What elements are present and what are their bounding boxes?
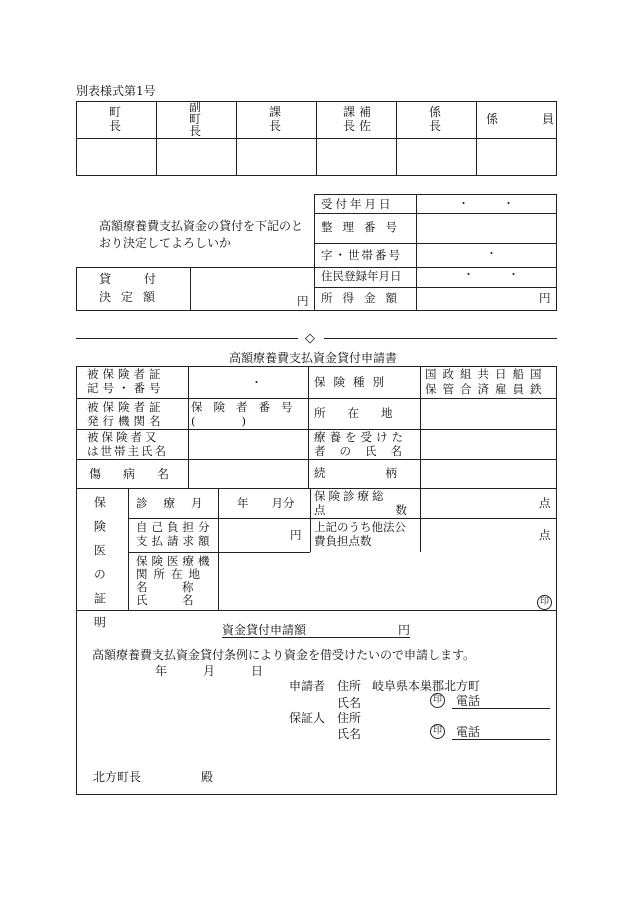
reference-number-label: 整理番号 <box>321 220 407 234</box>
public-expense-unit: 点 <box>539 528 551 542</box>
institution-label-2: 関所在地 <box>136 567 206 581</box>
registration-date-label: 住民登録年月日 <box>321 269 402 283</box>
applicant-name-label: 氏名 <box>337 696 362 710</box>
institution-label-3: 名 称 <box>136 580 194 594</box>
total-points-unit: 点 <box>539 496 551 510</box>
guarantor-phone-label: 電話 <box>456 725 481 739</box>
institution-label-1: 保険医療機 <box>136 554 214 568</box>
registration-date-value: ・ ・ <box>463 268 523 281</box>
treatment-month-label: 診療月 <box>136 496 219 510</box>
insured-id-value: ・ <box>251 376 262 389</box>
public-expense-label-2: 費負担点数 <box>314 534 372 548</box>
patient-label-1: 療養を受けた <box>314 430 407 444</box>
insurer-number-label: 保険者番号 <box>191 400 304 414</box>
disease-label: 傷病名 <box>89 467 192 481</box>
decision-text: 高額療養費支払資金の貸付を下記のとおり決定してよろしいか <box>99 219 304 250</box>
applicant-label: 申請者 <box>289 679 326 693</box>
guarantor-label: 保証人 <box>289 711 326 725</box>
total-points-label-1: 保険診療総 <box>314 489 387 503</box>
approval-header-subsection-chief: 係 長 <box>429 105 442 133</box>
relation-label: 続柄 <box>314 466 457 480</box>
loan-request-amount-label: 資金貸付申請額 <box>222 623 307 637</box>
self-pay-label-2: 支払請求額 <box>136 534 214 548</box>
treatment-month-value: 年 月分 <box>237 496 295 510</box>
insurance-type-label: 保険種別 <box>314 375 392 389</box>
guarantor-name-label: 氏名 <box>337 727 362 741</box>
issuer-label-1: 被保険者証 <box>87 400 165 414</box>
income-amount-yen: 円 <box>539 291 551 305</box>
reception-date-value: ・ ・ <box>458 197 518 210</box>
request-date-line: 年 月 日 <box>155 664 264 678</box>
insurance-types-row-2: 保管合済雇員鉄 <box>425 382 548 396</box>
institution-label-4: 氏 名 <box>136 593 194 607</box>
approval-header-staff: 係 員 <box>486 112 557 126</box>
public-expense-label-1: 上記のうち他法公 <box>314 520 406 534</box>
insured-id-label-2: 記号・番号 <box>87 381 165 395</box>
address-label: 所在地 <box>314 406 415 420</box>
approval-header-deputy-mayor: 副 町 長 <box>189 100 202 138</box>
guarantor-address-label: 住所 <box>337 711 362 725</box>
request-box <box>76 611 557 795</box>
self-pay-yen: 円 <box>290 528 302 542</box>
honorific: 殿 <box>201 770 214 784</box>
guarantor-seal-icon: 印 <box>430 724 445 739</box>
approval-header-assistant-chief: 課補 長佐 <box>343 105 376 133</box>
application-title: 高額療養費支払資金貸付申請書 <box>229 351 398 365</box>
applicant-address-value: 岐阜県本巣郡北方町 <box>372 679 481 693</box>
reception-date-label: 受付年月日 <box>321 197 394 211</box>
patient-label-2: 者の氏名 <box>314 444 416 458</box>
doctor-seal-icon: 印 <box>537 595 552 610</box>
total-points-label-2: 点数 <box>314 503 477 517</box>
insurance-types-row-1: 国政組共日船国 <box>425 367 548 381</box>
addressee: 北方町長 <box>93 770 142 784</box>
loan-decision-label-1: 貸 付 <box>99 272 160 286</box>
self-pay-label-1: 自己負担分 <box>136 520 214 534</box>
form-number: 別表様式第1号 <box>76 84 156 98</box>
household-number-label: 字・世帯番号 <box>321 248 402 262</box>
insured-id-label-1: 被保険者証 <box>87 367 165 381</box>
householder-label-2: は世帯主氏名 <box>87 444 168 458</box>
certification-label: 保険医の証明 <box>92 496 107 640</box>
request-statement: 高額療養費支払資金貸付条例により資金を借受けたいので申請します。 <box>92 648 476 662</box>
approval-header-mayor: 町 長 <box>109 105 122 133</box>
insurer-number-paren: ( ) <box>191 414 246 428</box>
income-amount-label: 所得金額 <box>321 291 407 305</box>
household-number-value: ・ <box>486 247 497 260</box>
loan-decision-yen: 円 <box>297 294 309 308</box>
divider-diamond-icon: ◇ <box>305 331 315 346</box>
loan-request-amount-yen: 円 <box>398 623 411 637</box>
householder-label-1: 被保険者又 <box>87 430 160 444</box>
loan-decision-label-2: 決定額 <box>99 290 166 304</box>
applicant-phone-label: 電話 <box>456 694 481 708</box>
approval-header-section-chief: 課 長 <box>269 105 282 133</box>
issuer-label-2: 発行機関名 <box>87 414 165 428</box>
applicant-seal-icon: 印 <box>430 693 445 708</box>
applicant-address-label: 住所 <box>337 679 362 693</box>
